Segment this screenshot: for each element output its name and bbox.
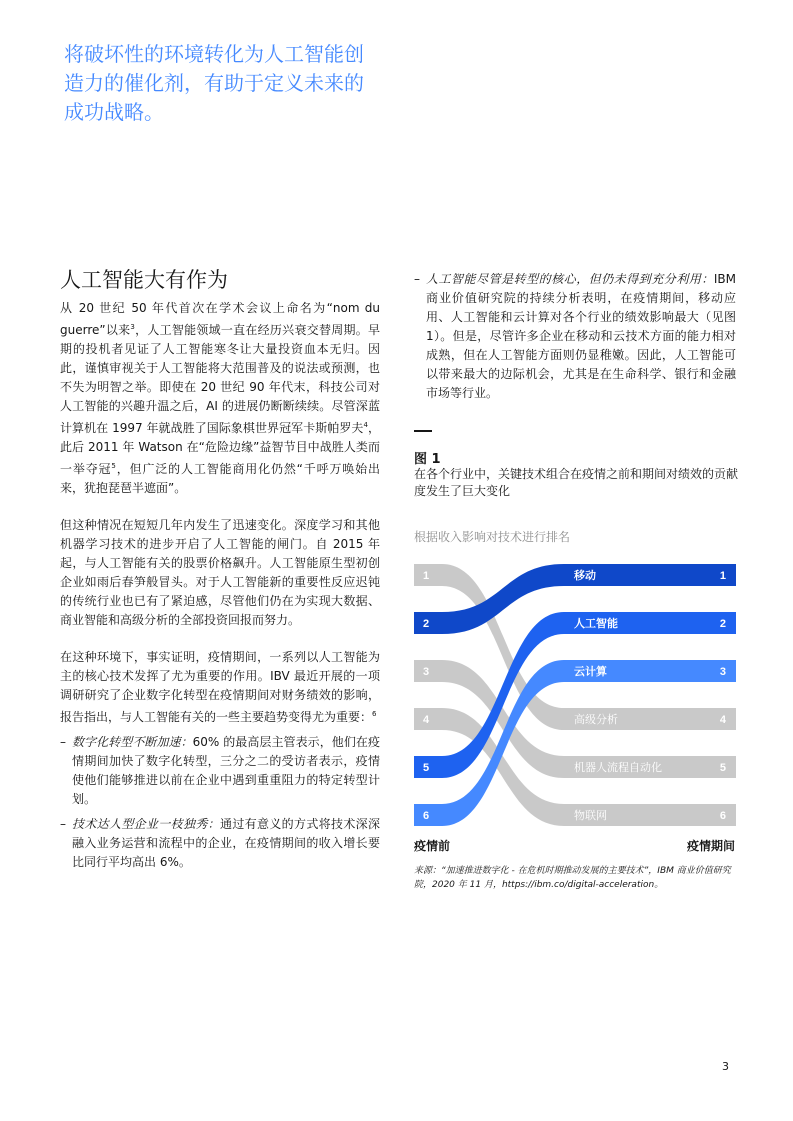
footnote-ref-4: 4 [363,421,368,429]
series-name-label: 物联网 [574,809,607,822]
rank-label-during: 3 [719,666,726,678]
paragraph-1 [60,299,380,498]
paragraph-3-text: 在这种环境下，事实证明，疫情期间，一系列以人工智能为主的核心技术发挥了尤为重要的作用。IBV 最近开展的一项调研研究了企业数字化转型在疫情期间对财务绩效的影响，报告指出，与人工智能有关的一些主要趋势变得尤为重要： [60,650,380,724]
footnote-ref-5: 5 [111,462,116,470]
figure-label: 图 1 [414,452,441,467]
bullet-text: IBM 商业价值研究院的持续分析表明，在疫情期间，移动应用、人工智能和云计算对各个行业的绩效影响最大（见图 1）。但是，尽管许多企业在移动和云技术方面的能力相对成熟，但在人工智能方面则仍显稚嫩。因此，人工智能可以带来最大的边际机会，尤其是在生命科学、银行和金融市场等行业。 [426,272,736,400]
bullet-lead: 技术达人型企业一枝独秀： [72,817,220,831]
page-number: 3 [722,1060,729,1073]
series-band-5-to-2 [414,612,736,778]
series-name-label: 高级分析 [574,713,618,726]
footnote-ref-3: 3 [130,323,135,331]
paragraph-2: 但这种情况在短短几年内发生了迅速变化。深度学习和其他机器学习技术的进步开启了人工智能的闸门。自 2015 年起，与人工智能有关的股票价格飙升。人工智能原生型初创企业如雨后春笋般冒头。对于人工智能新的重要性反应迟钝的传统行业也已有了紧迫感，尽管他们仍在为实现大数据、商业智能和高级分析的全部投资回报而努力。 [60,518,380,627]
series-name-label: 机器人流程自动化 [574,761,662,774]
series-name-label: 云计算 [574,665,607,678]
footnote-ref-6: 6 [372,710,377,718]
rank-label-before: 5 [423,762,430,774]
series-name-label: 人工智能 [574,617,618,630]
section-title: 人工智能大有作为 [60,268,228,292]
rank-label-before: 6 [423,810,430,822]
axis-label-during: 疫情期间 [686,839,735,853]
figure-rule [414,430,432,432]
bullet-dash: – [60,735,66,749]
bullet-dash: – [60,817,66,831]
bullet-lead: 人工智能尽管是转型的核心，但仍未得到充分利用： [426,272,714,286]
bullet-text: 60% 的最高层主管表示，他们在疫情期间加快了数字化转型，三分之二的受访者表示，疫情使他们能够推进以前在企业中遇到重重阻力的特定转型计划。 [72,735,380,806]
bullet-text: 通过有意义的方式将技术深深融入业务运营和流程中的企业，在疫情期间的收入增长要比同行平均高出 6%。 [72,817,380,869]
rank-label-during: 4 [719,714,726,726]
rank-slope-chart [414,560,736,830]
chart-title: 根据收入影响对技术进行排名 [414,530,571,544]
bullet-lead: 数字化转型不断加速： [72,735,193,749]
series-band-1-to-4 [414,564,736,730]
bullet-dash: – [414,272,420,286]
bullet-ai-underused [414,270,736,403]
paragraph-1-c: ，此后 2011 年 Watson 在“危险边缘”益智节目中战胜人类而一举夺冠 [60,421,380,476]
rank-label-before: 1 [423,570,430,582]
bullet-tech-savvy [60,815,380,872]
rank-label-before: 2 [423,618,430,630]
rank-label-before: 4 [423,714,430,726]
rank-label-during: 1 [719,570,726,582]
rank-label-before: 3 [423,666,430,678]
paragraph-1-a: 从 20 世纪 50 年代首次在学术会议上命名为“nom du guerre”以来 [60,301,380,337]
axis-label-before: 疫情前 [414,839,451,853]
pull-quote: 将破坏性的环境转化为人工智能创造力的催化剂，有助于定义未来的成功战略。 [64,42,364,124]
rank-label-during: 6 [719,810,726,822]
figure-caption: 在各个行业中，关键技术组合在疫情之前和期间对绩效的贡献度发生了巨大变化 [414,467,739,498]
bullet-digital-transformation [60,733,380,809]
paragraph-1-b: ，人工智能领域一直在经历兴衰交替周期。早期的投机者见证了人工智能寒冬让大量投资血本无归。因此，谨慎审视关于人工智能将大范围普及的说法或预测，也不失为明智之举。即使在 20 世纪 90 年代末，科技公司对人工智能的兴趣升温之后，AI 的进展仍断断续续。尽管深蓝计算机在 1997 年就战胜了国际象棋世界冠军卡斯帕罗夫 [60,323,380,435]
rank-label-during: 5 [719,762,726,774]
rank-label-during: 2 [719,618,726,630]
paragraph-3 [60,648,380,727]
right-column [414,270,736,409]
paragraph-1-d: ，但广泛的人工智能商用化仍然“千呼万唤始出来，犹抱琵琶半遮面”。 [60,462,380,495]
left-column [60,299,380,878]
figure-source: 来源：“加速推进数字化 - 在危机时期推动发展的主要技术”，IBM 商业价值研究院，2020 年 11 月，https://ibm.co/digital-acceleration。 [414,866,731,890]
series-name-label: 移动 [574,569,596,582]
